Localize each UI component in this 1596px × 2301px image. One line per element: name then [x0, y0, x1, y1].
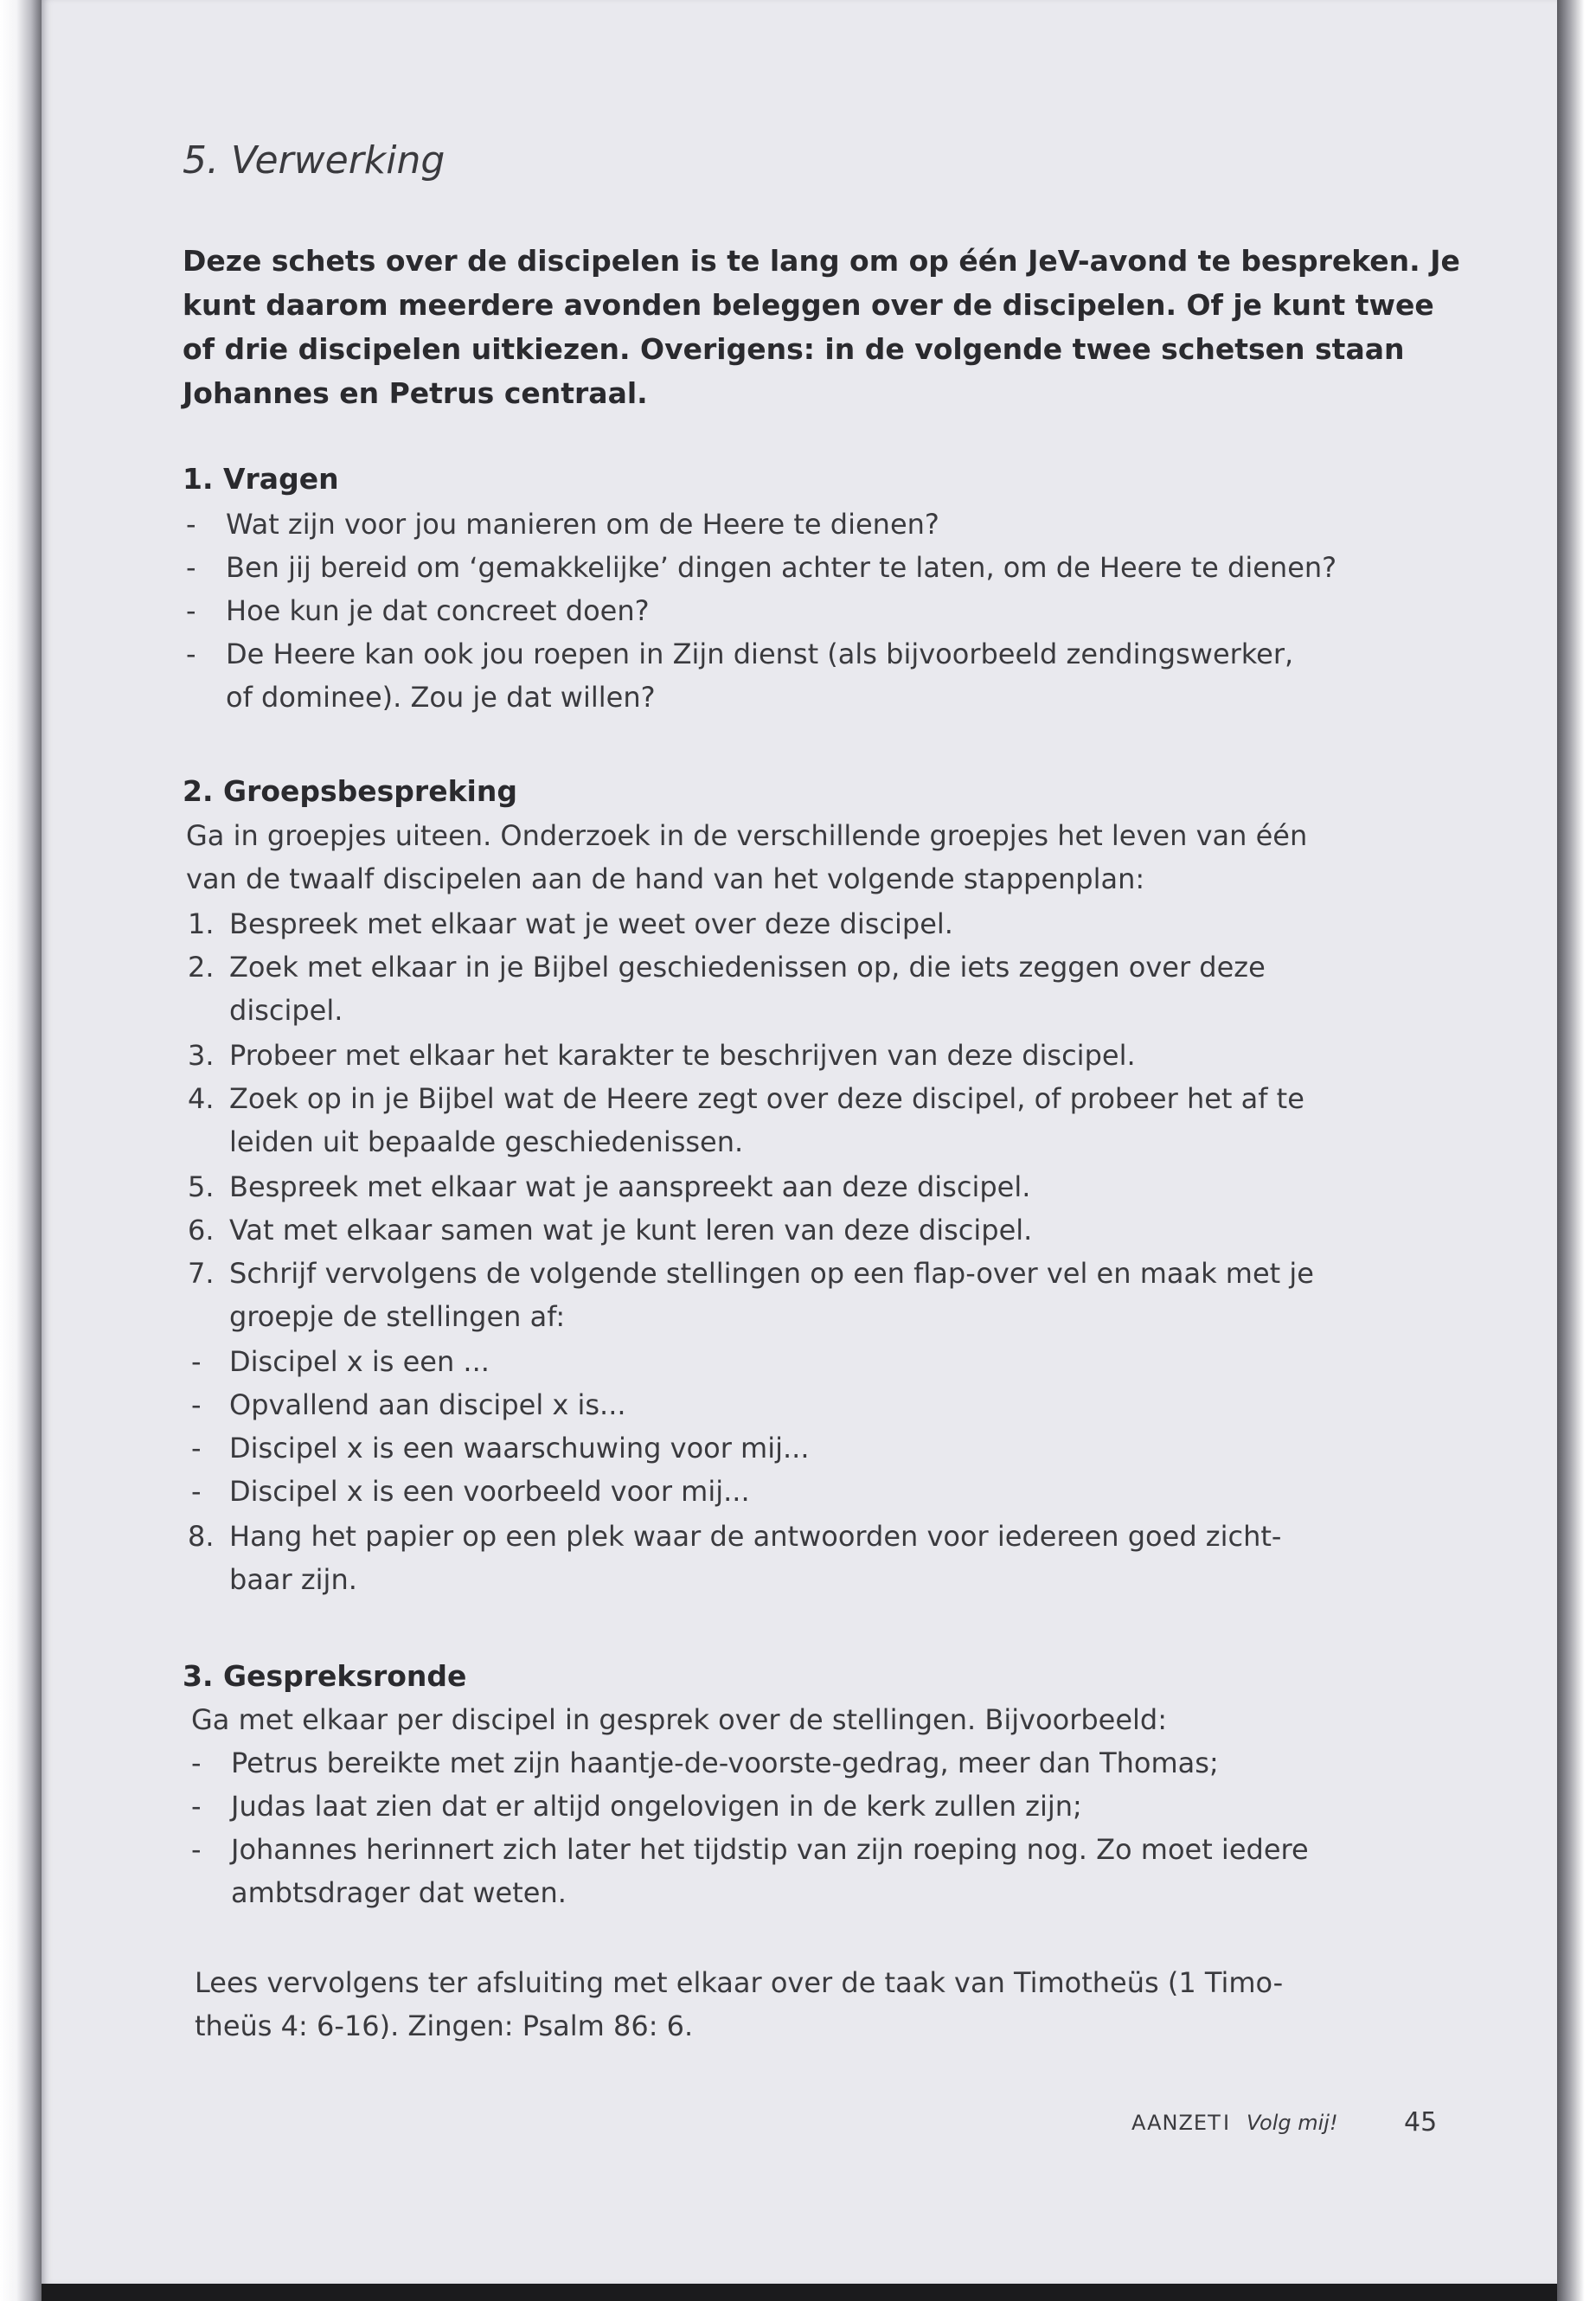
gesprek-intro: Ga met elkaar per discipel in gesprek over de stellingen. Bijvoorbeeld:	[191, 1703, 1168, 1736]
step-text-continued: groepje de stellingen af:	[229, 1300, 566, 1333]
step-number: 5.	[188, 1170, 215, 1203]
vragen-item: De Heere kan ook jou roepen in Zijn dienst (als bijvoorbeeld zendingswerker,	[226, 638, 1294, 670]
step-number: 1.	[188, 907, 215, 940]
right-page-edge	[1557, 0, 1596, 2301]
intro-line: Deze schets over de discipelen is te lang om op één JeV-avond te bespreken. Je	[183, 244, 1460, 278]
step-text: Bespreek met elkaar wat je weet over deze discipel.	[229, 907, 953, 940]
list-bullet: -	[186, 638, 196, 670]
step-text: Schrijf vervolgens de volgende stellingen op een flap-over vel en maak met je	[229, 1257, 1314, 1290]
step-number: 3.	[188, 1039, 215, 1072]
groeps-intro-line: Ga in groepjes uiteen. Onderzoek in de verschillende groepjes het leven van één	[186, 819, 1308, 852]
list-bullet: -	[191, 1833, 202, 1866]
gesprek-item-continued: ambtsdrager dat weten.	[231, 1876, 567, 1909]
gesprek-item: Johannes herinnert zich later het tijdstip van zijn roeping nog. Zo moet iedere	[231, 1833, 1309, 1866]
footer-separator: I	[1223, 2111, 1230, 2135]
vragen-item: Ben jij bereid om ‘gemakkelijke’ dingen achter te laten, om de Heere te dienen?	[226, 551, 1337, 584]
gesprek-heading: 3. Gespreksronde	[183, 1659, 467, 1693]
gesprek-item: Petrus bereikte met zijn haantje-de-voorste-gedrag, meer dan Thomas;	[231, 1747, 1219, 1779]
step-text: Zoek met elkaar in je Bijbel geschiedenissen op, die iets zeggen over deze	[229, 951, 1266, 984]
step-text: Hang het papier op een plek waar de antwoorden voor iedereen goed zicht-	[229, 1520, 1282, 1553]
list-bullet: -	[191, 1345, 202, 1378]
vragen-item-continued: of dominee). Zou je dat willen?	[226, 681, 656, 714]
document-page	[42, 0, 1557, 2284]
stelling-item: Discipel x is een voorbeeld voor mij...	[229, 1475, 750, 1508]
list-bullet: -	[191, 1747, 202, 1779]
book-spine-edge	[0, 0, 42, 2301]
vragen-heading: 1. Vragen	[183, 462, 339, 496]
step-text: Bespreek met elkaar wat je aanspreekt aan deze discipel.	[229, 1170, 1031, 1203]
gesprek-item: Judas laat zien dat er altijd ongelovigen in de kerk zullen zijn;	[231, 1790, 1082, 1823]
list-bullet: -	[191, 1388, 202, 1421]
step-number: 7.	[188, 1257, 215, 1290]
step-text: Probeer met elkaar het karakter te beschrijven van deze discipel.	[229, 1039, 1136, 1072]
intro-line: Johannes en Petrus centraal.	[183, 376, 648, 410]
closing-line: theüs 4: 6-16). Zingen: Psalm 86: 6.	[195, 2009, 694, 2042]
bottom-page-edge	[42, 2284, 1557, 2301]
step-number: 2.	[188, 951, 215, 984]
stelling-item: Discipel x is een ...	[229, 1345, 490, 1378]
list-bullet: -	[186, 508, 196, 541]
step-text-continued: baar zijn.	[229, 1563, 357, 1596]
vragen-item: Wat zijn voor jou manieren om de Heere te dienen?	[226, 508, 939, 541]
list-bullet: -	[191, 1432, 202, 1465]
step-number: 6.	[188, 1214, 215, 1247]
list-bullet: -	[191, 1790, 202, 1823]
step-text-continued: leiden uit bepaalde geschiedenissen.	[229, 1125, 744, 1158]
intro-paragraph	[183, 239, 1460, 415]
step-number: 8.	[188, 1520, 215, 1553]
list-bullet: -	[186, 551, 196, 584]
section-title: 5. Verwerking	[183, 138, 445, 183]
footer-brand: AANZET	[1131, 2111, 1221, 2135]
groeps-heading: 2. Groepsbespreking	[183, 774, 517, 808]
intro-line: kunt daarom meerdere avonden beleggen over de discipelen. Of je kunt twee	[183, 288, 1434, 322]
footer-title: Volg mij!	[1247, 2111, 1338, 2135]
intro-line: of drie discipelen uitkiezen. Overigens: in de volgende twee schetsen staan	[183, 332, 1405, 366]
list-bullet: -	[191, 1475, 202, 1508]
step-number: 4.	[188, 1082, 215, 1115]
stelling-item: Opvallend aan discipel x is...	[229, 1388, 626, 1421]
step-text: Vat met elkaar samen wat je kunt leren van deze discipel.	[229, 1214, 1033, 1247]
closing-line: Lees vervolgens ter afsluiting met elkaar over de taak van Timotheüs (1 Timo-	[195, 1966, 1284, 1999]
stelling-item: Discipel x is een waarschuwing voor mij...	[229, 1432, 810, 1465]
step-text: Zoek op in je Bijbel wat de Heere zegt over deze discipel, of probeer het af te	[229, 1082, 1304, 1115]
groeps-intro-line: van de twaalf discipelen aan de hand van het volgende stappenplan:	[186, 862, 1145, 895]
list-bullet: -	[186, 594, 196, 627]
step-text-continued: discipel.	[229, 994, 343, 1027]
vragen-item: Hoe kun je dat concreet doen?	[226, 594, 650, 627]
page-number: 45	[1404, 2107, 1438, 2138]
